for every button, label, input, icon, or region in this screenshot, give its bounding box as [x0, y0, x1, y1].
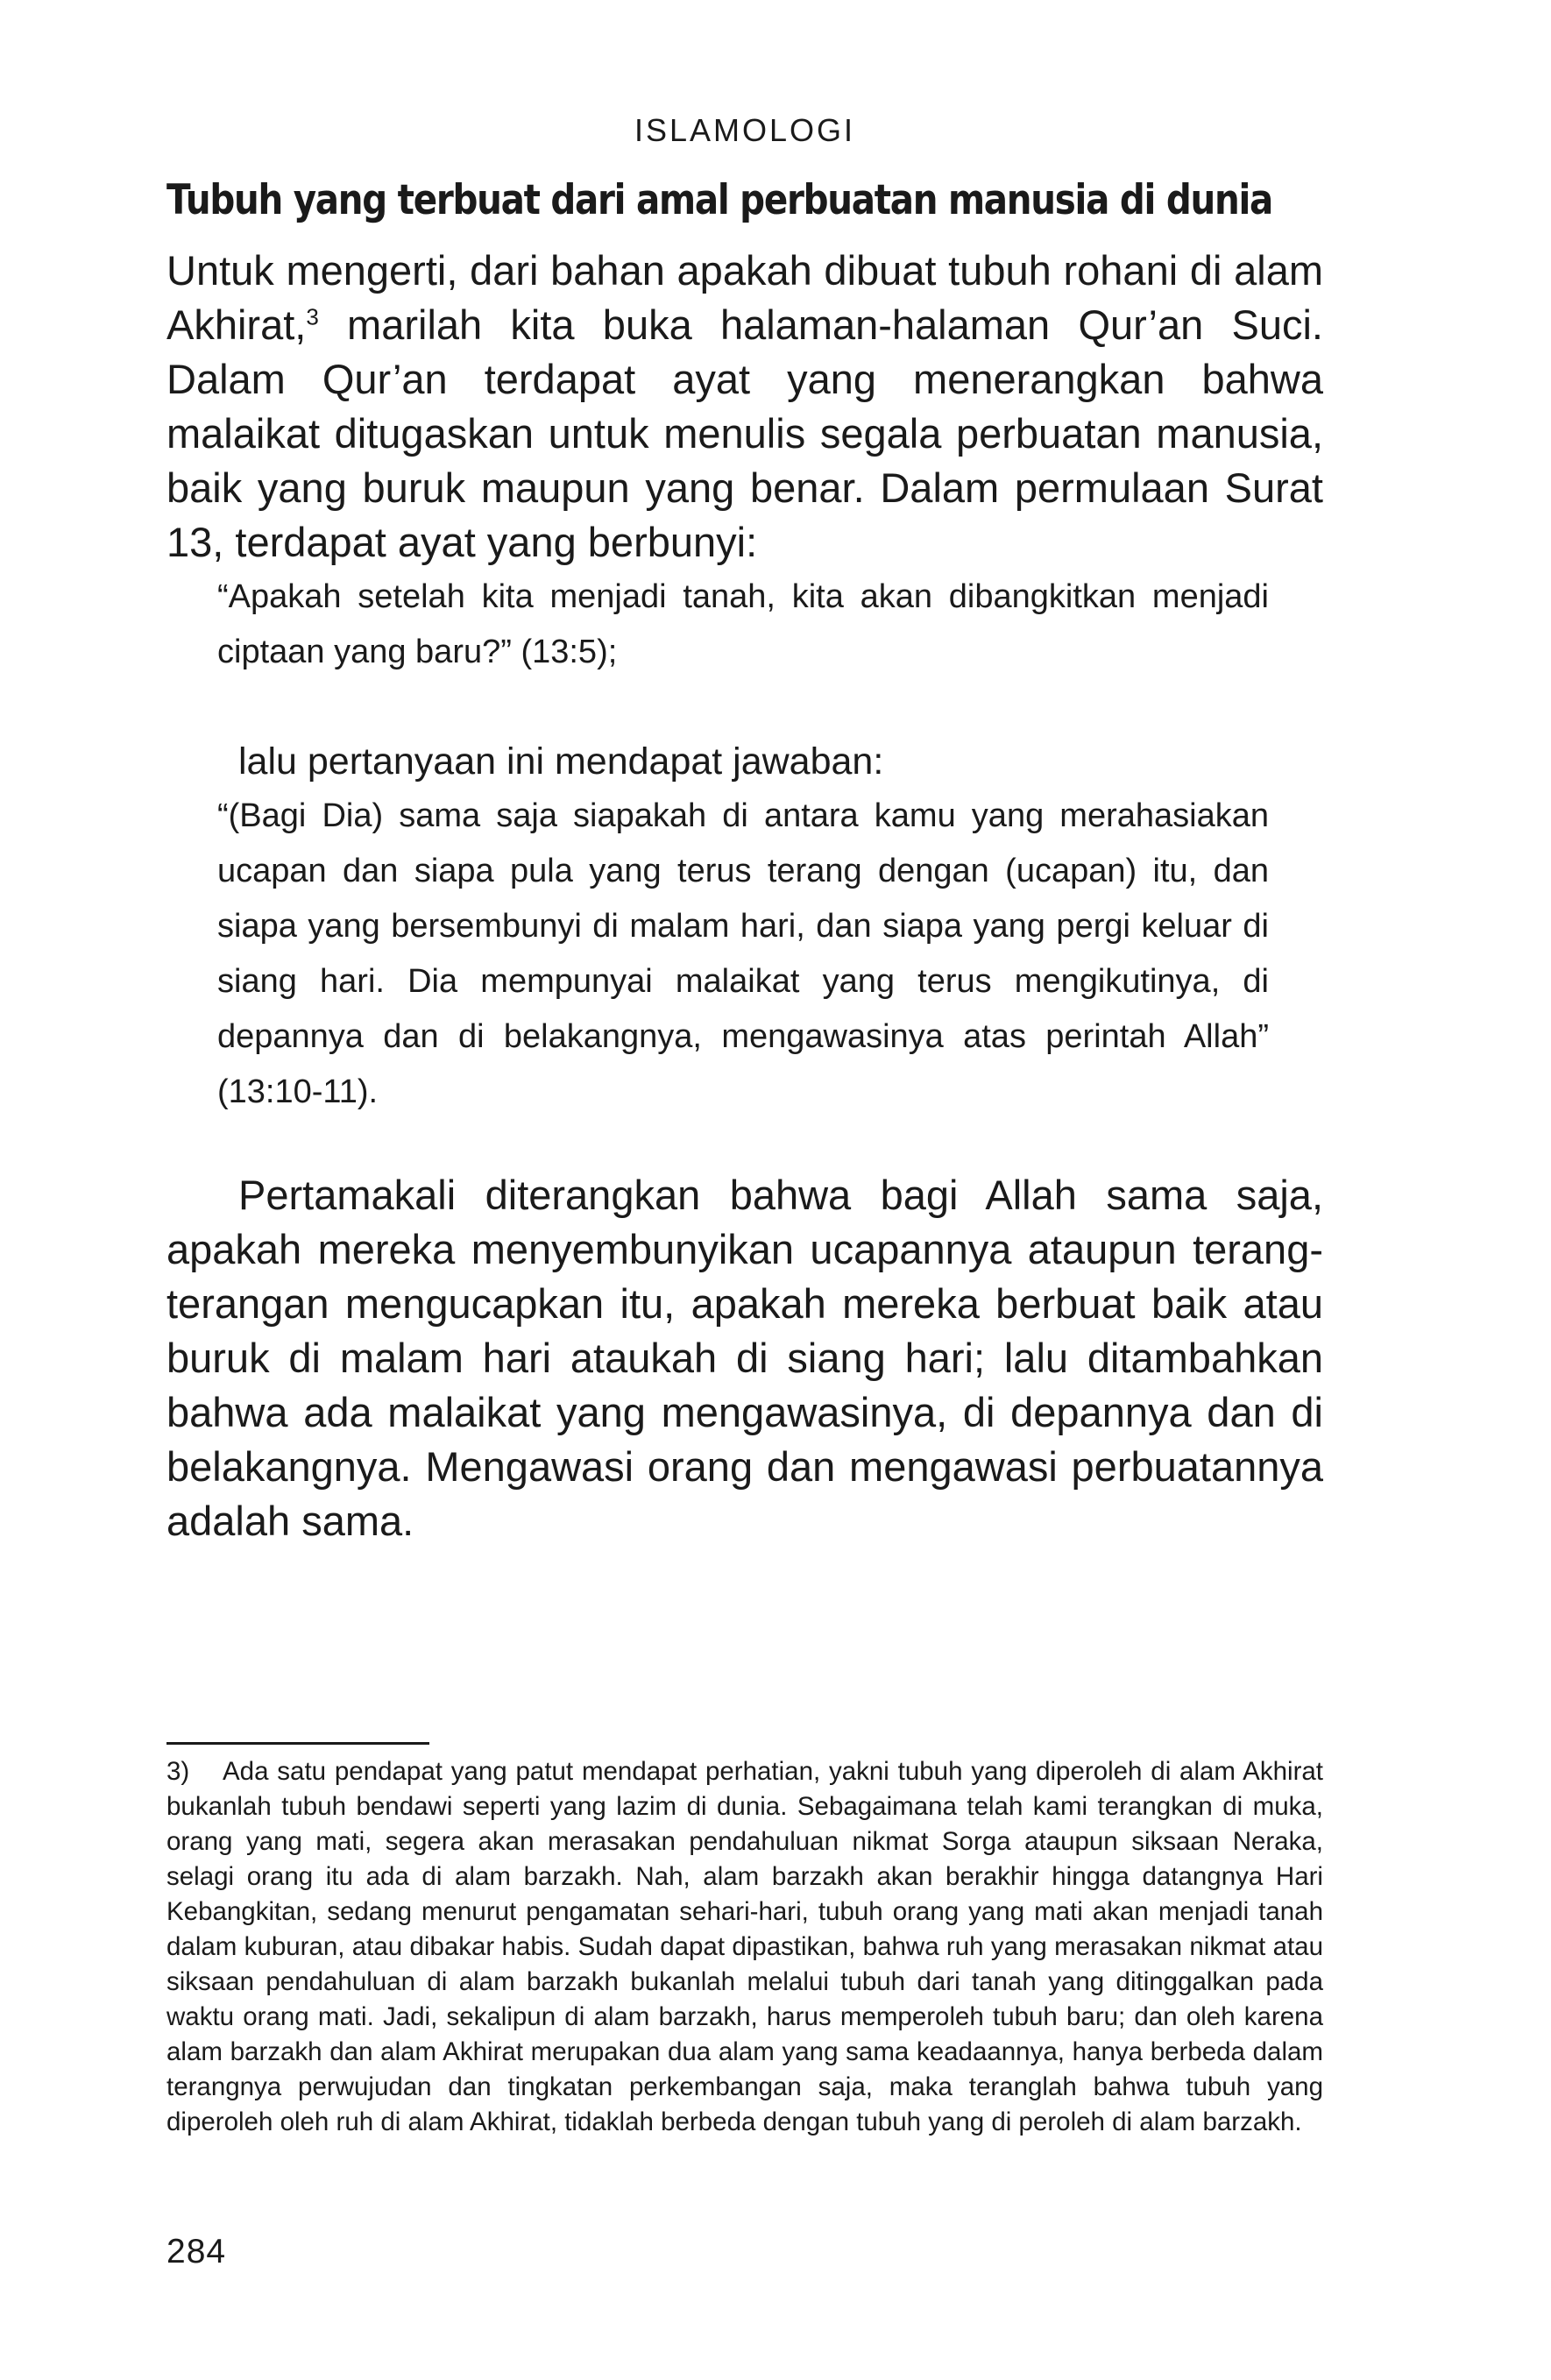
footnote-reference: 3 [306, 303, 319, 330]
body-paragraph-1 [166, 244, 1323, 570]
paragraph-1-text-a: Untuk mengerti, dari bahan apakah dibuat tubuh rohani di alam Akhirat, [166, 247, 1323, 348]
footnote [166, 1754, 1323, 2140]
footnote-divider [166, 1742, 429, 1745]
paragraph-1-text-b: marilah kita buka halaman-halaman Qur’an Suci. Dalam Qur’an terdapat ayat yang menerangkan bahwa malaikat ditugaskan untuk menulis segala perbuatan manusia, baik yang buruk maupun yang benar. Dalam permulaan Surat 13, terdapat ayat yang berbunyi: [166, 301, 1323, 565]
running-header: ISLAMOLOGI [634, 112, 856, 148]
body-paragraph-2: Pertamakali diterangkan bahwa bagi Allah sama saja, apakah mereka menyembunyikan ucapannya ataupun terang-terangan mengucapkan itu, apakah mereka berbuat baik atau buruk di malam hari ataukah di siang hari; lalu ditambahkan bahwa ada malaikat yang mengawasinya, di depannya dan di belakangnya. Mengawasi orang dan mengawasi perbuatannya adalah sama. [166, 1172, 1323, 1544]
page-number: 284 [166, 2233, 227, 2270]
footnote-number: 3) [166, 1757, 190, 1786]
footnote-text: Ada satu pendapat yang patut mendapat perhatian, yakni tubuh yang diperoleh di alam Akhirat bukanlah tubuh bendawi seperti yang lazim di dunia. Sebagaimana telah kami terangkan di muka, orang yang mati, segera akan merasakan pendahuluan nikmat Sorga ataupun siksaan Neraka, selagi orang itu ada di alam barzakh. Nah, alam barzakh akan berakhir hingga datangnya Hari Kebangkitan, sedang menurut pengamatan sehari-hari, tubuh orang yang mati akan menjadi tanah dalam kuburan, atau dibakar habis. Sudah dapat dipastikan, bahwa ruh yang merasakan nikmat atau siksaan pendahuluan di alam barzakh bukanlah melalui tubuh dari tanah yang ditinggalkan pada waktu orang mati. Jadi, sekalipun di alam barzakh, harus memperoleh tubuh baru; dan oleh karena alam barzakh dan alam Akhirat merupakan dua alam yang sama keadaannya, hanya berbeda dalam terangnya perwujudan dan tingkatan perkembangan saja, maka teranglah bahwa tubuh yang diperoleh oleh ruh di alam Akhirat, tidaklah berbeda dengan tubuh yang di peroleh di alam barzakh. [166, 1757, 1323, 2136]
quran-quote-13-10-11: “(Bagi Dia) sama saja siapakah di antara kamu yang merahasiakan ucapan dan siapa pula yang terus terang dengan (ucapan) itu, dan siapa yang bersembunyi di malam hari, dan siapa yang pergi keluar di siang hari. Dia mempunyai malaikat yang terus mengikutinya, di depannya dan di belakangnya, mengawasinya atas perintah Allah” (13:10-11). [217, 797, 1269, 1110]
quran-quote-13-5: “Apakah setelah kita menjadi tanah, kita akan dibangkitkan menjadi ciptaan yang baru?” (13:5); [217, 578, 1269, 670]
section-heading: Tubuh yang terbuat dari amal perbuatan manusia di dunia [166, 176, 1273, 224]
connector-line: lalu pertanyaan ini mendapat jawaban: [238, 740, 884, 783]
